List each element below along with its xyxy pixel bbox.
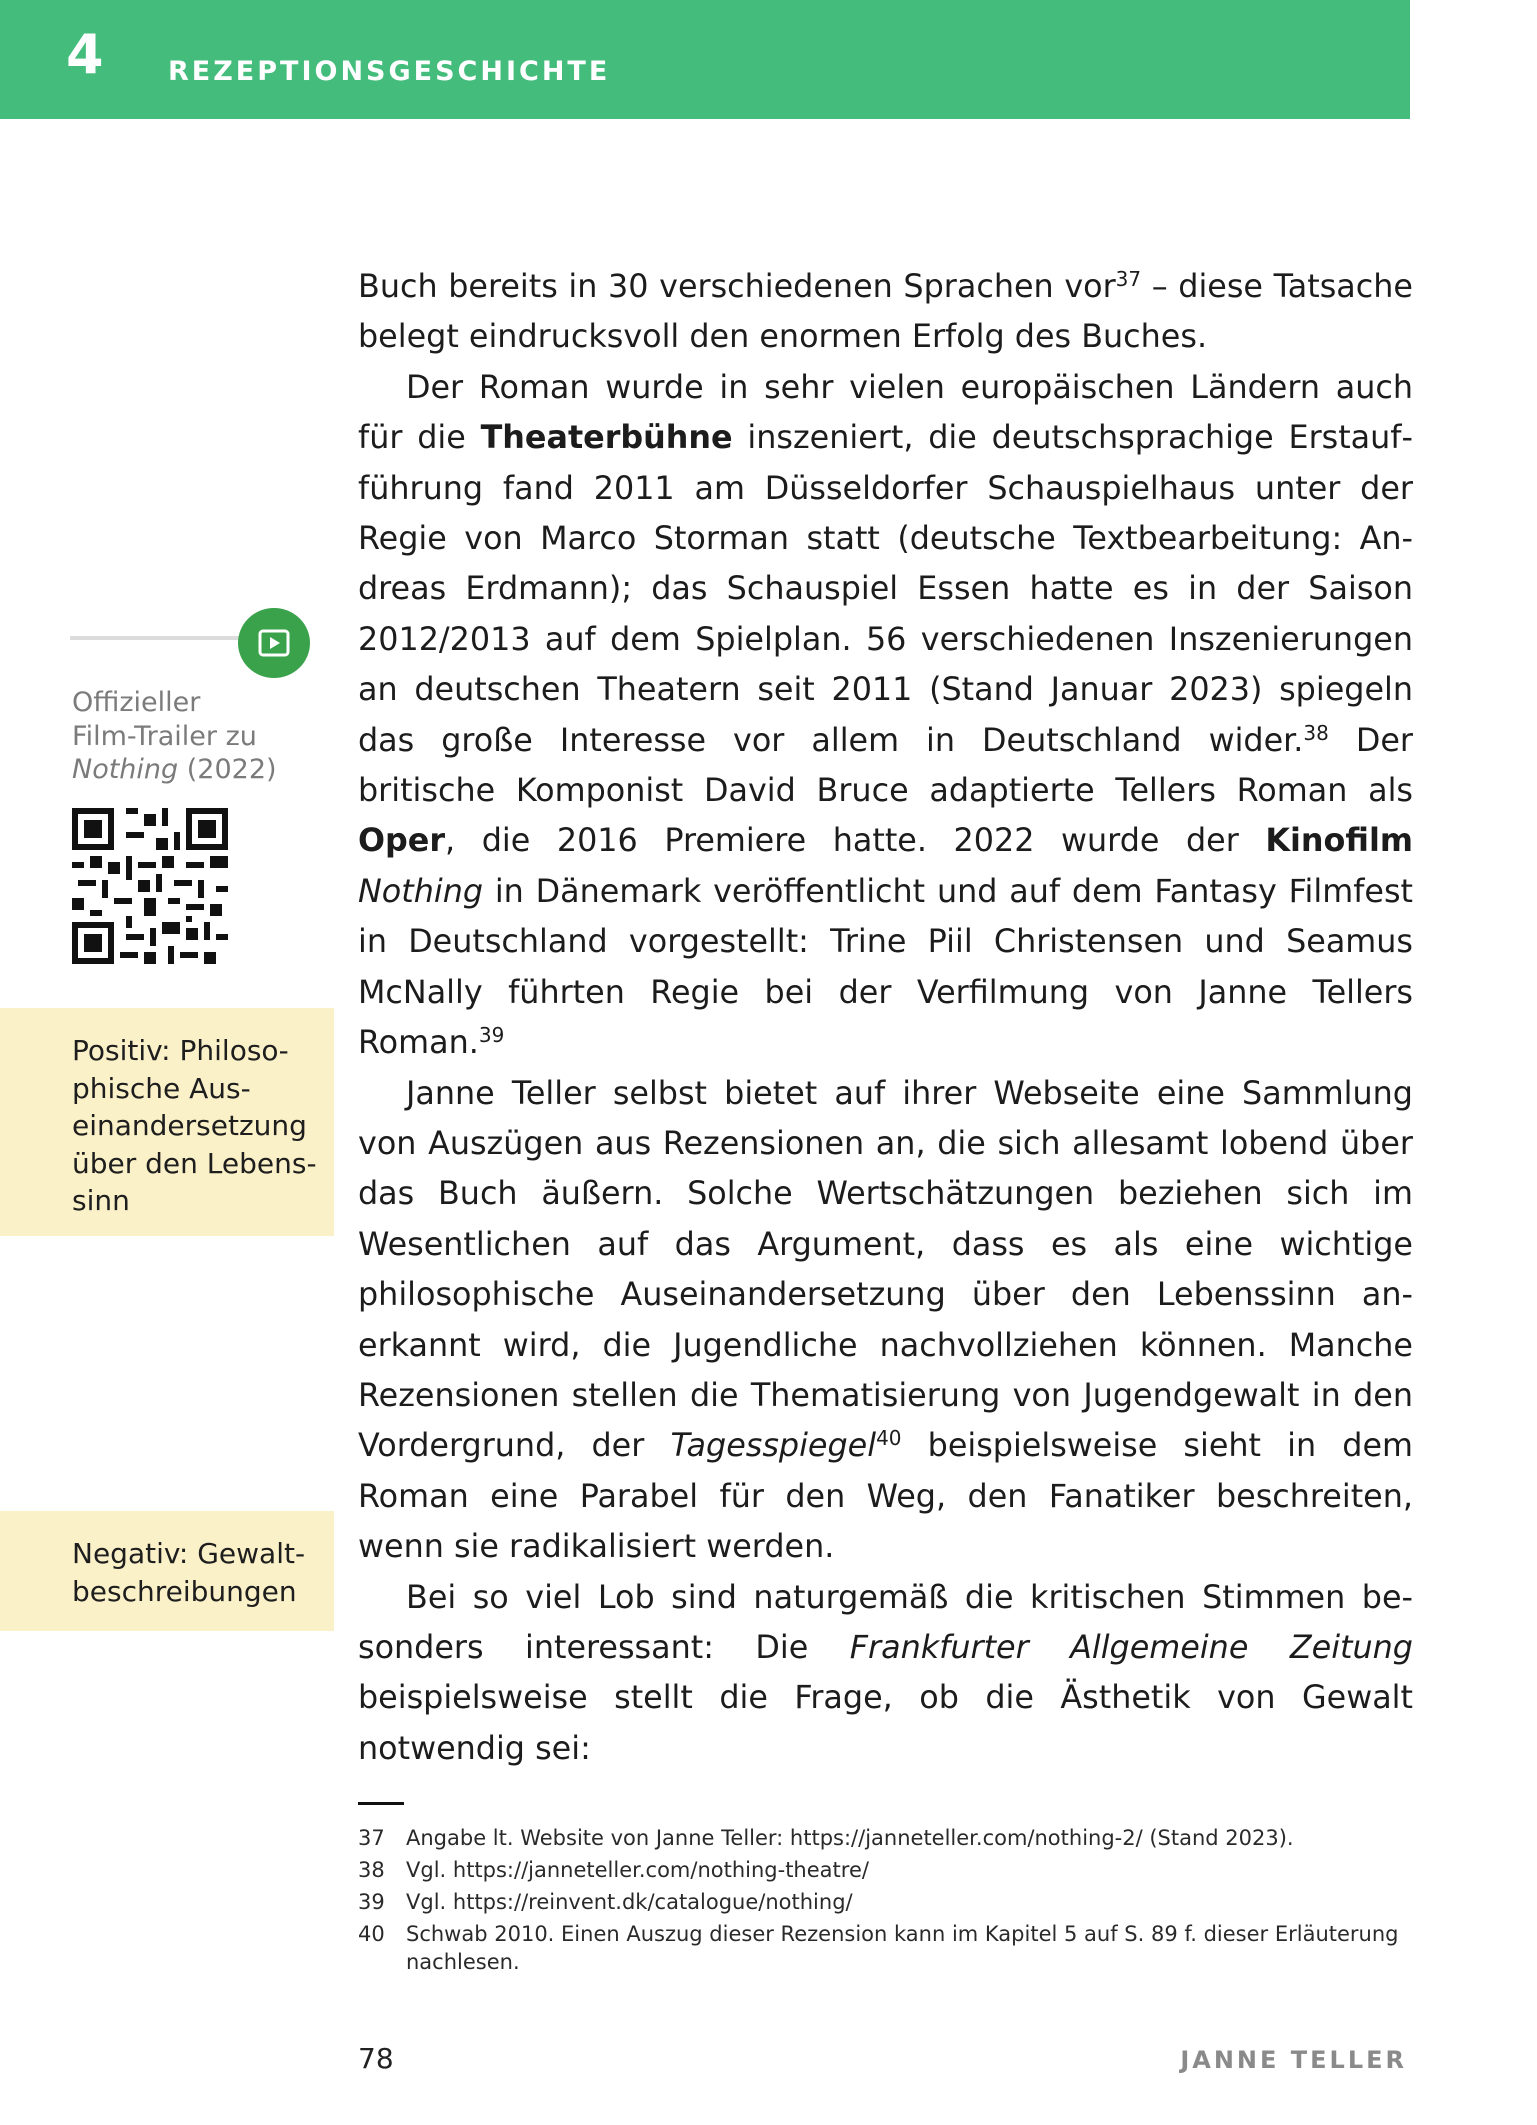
paragraph-3 — [358, 1069, 1413, 1573]
trailer-caption-line2: Film-Trailer zu — [72, 720, 257, 752]
positive-note-box — [0, 1008, 334, 1236]
footnote — [358, 1856, 1413, 1884]
trailer-film-title: Nothing — [72, 754, 179, 785]
film-title: Nothing — [358, 872, 484, 910]
footnote-text: Angabe lt. Website von Janne Teller: https://janneteller.com/nothing-2/ (Stand 2023). — [406, 1826, 1294, 1850]
text-run: Der britische Komponist David Bruce adaptierte Tellers Roman als — [358, 721, 1413, 810]
footnote-ref-38[interactable]: 38 — [1303, 720, 1329, 745]
trailer-caption-line1: Offizieller — [72, 687, 201, 718]
positive-note-text: Positiv: Philosophische Auseinandersetzung über den Lebenssinn — [72, 1034, 317, 1217]
footnote-ref-40[interactable]: 40 — [876, 1426, 902, 1451]
chapter-title: REZEPTIONSGESCHICHTE — [168, 56, 611, 87]
text-run: Bei so viel Lob sind naturgemäß die kritischen Stimmen besonders interessant: Die — [358, 1578, 1413, 1666]
text-run: Janne Teller selbst bietet auf ihrer Webseite eine Sammlung von Auszügen aus Rezensionen an, die sich allesamt lobend über das Buch äußern. Solche Wertschätzungen beziehen sich im Wesentlichen auf das Argument, dass es als eine wichtige philosophische Auseinandersetzung über den Lebenssinn anerkannt wird, die Jugendliche nachvollziehen können. Manche Rezensionen stellen die Thematisierung von Jugendgewalt in den Vordergrund, der — [358, 1074, 1413, 1465]
keyword-oper: Oper — [358, 822, 446, 860]
footnote-number: 37 — [358, 1826, 385, 1850]
footnote-number: 39 — [358, 1890, 385, 1914]
text-run: , die 2016 Premiere hatte. 2022 wurde der — [445, 822, 1266, 860]
negative-note-box — [0, 1511, 334, 1631]
running-title: JANNE TELLER — [1180, 2046, 1407, 2074]
paragraph-1 — [358, 262, 1413, 363]
text-run: Der Roman wurde in sehr vielen europäischen Ländern auch für die — [358, 368, 1413, 457]
footnote-ref-39[interactable]: 39 — [478, 1023, 505, 1048]
text-run: beispielsweise stellt die Frage, ob die Ästhetik von Gewalt notwendig sei: — [358, 1679, 1413, 1767]
footnote-ref-37[interactable]: 37 — [1115, 267, 1142, 291]
footnote-rule — [358, 1802, 404, 1805]
paragraph-4 — [358, 1573, 1413, 1775]
chapter-header — [0, 0, 1410, 119]
footnote-text: Schwab 2010. Einen Auszug dieser Rezension kann im Kapitel 5 auf S. 89 f. dieser Erläuterung nachlesen. — [406, 1922, 1399, 1974]
footnote — [358, 1888, 1413, 1916]
footnote-number: 40 — [358, 1922, 385, 1946]
footnote-text: Vgl. https://janneteller.com/nothing-theatre/ — [406, 1858, 869, 1882]
text-run: inszeniert, die deutschsprachige Erstaufführung fand 2011 am Düsseldorfer Schauspielhaus unter der Regie von Marco Storman statt (deutsche Textbearbeitung: Andreas Erdmann); das Schauspiel Essen hatte es in der Saison 2012/2013 auf dem Spielplan. 56 verschiedenen Inszenierungen an deutschen Theatern seit 2011 (Stand Januar 2023) spiegeln das große Interesse vor allem in Deutschland wider. — [358, 419, 1413, 759]
text-run: – diese Tatsache belegt eindrucksvoll den enormen Erfolg des Buches. — [358, 268, 1413, 356]
footnote — [358, 1824, 1413, 1852]
trailer-caption — [72, 686, 332, 787]
footnote-number: 38 — [358, 1858, 385, 1882]
page-number: 78 — [358, 2042, 394, 2075]
chapter-number: 4 — [66, 23, 104, 86]
newspaper-title: Frankfurter Allgemeine Zeitung — [849, 1628, 1413, 1666]
text-run: in Dänemark veröffentlicht und auf dem Fantasy Filmfest in Deutschland vorgestellt: Trine Piil Christensen und Seamus McNally führten Regie bei der Verfilmung von Janne Tellers Roman. — [358, 872, 1413, 1062]
text-run: Buch bereits in 30 verschiedenen Sprachen vor — [358, 268, 1116, 305]
footnote-text: Vgl. https://reinvent.dk/catalogue/nothing/ — [406, 1890, 853, 1914]
paragraph-2 — [358, 363, 1413, 1069]
keyword-kinofilm: Kinofilm — [1265, 822, 1413, 860]
negative-note-text: Negativ: Gewaltbeschreibungen — [72, 1537, 306, 1608]
qr-code[interactable] — [72, 808, 228, 964]
trailer-caption-line3 — [72, 753, 332, 787]
footnotes — [358, 1824, 1413, 1980]
keyword-theaterbuehne: Theaterbühne — [480, 419, 733, 457]
sidebar-divider — [70, 636, 248, 640]
main-text — [358, 262, 1413, 1774]
footnote — [358, 1920, 1413, 1976]
newspaper-title: Tagesspiegel — [670, 1427, 877, 1465]
text-run: beispielsweise sieht in dem Roman eine Parabel für den Weg, den Fanatiker beschreiten, wenn sie radikalisiert werden. — [358, 1427, 1413, 1566]
trailer-year: (2022) — [178, 754, 277, 785]
video-play-icon[interactable] — [238, 608, 310, 678]
